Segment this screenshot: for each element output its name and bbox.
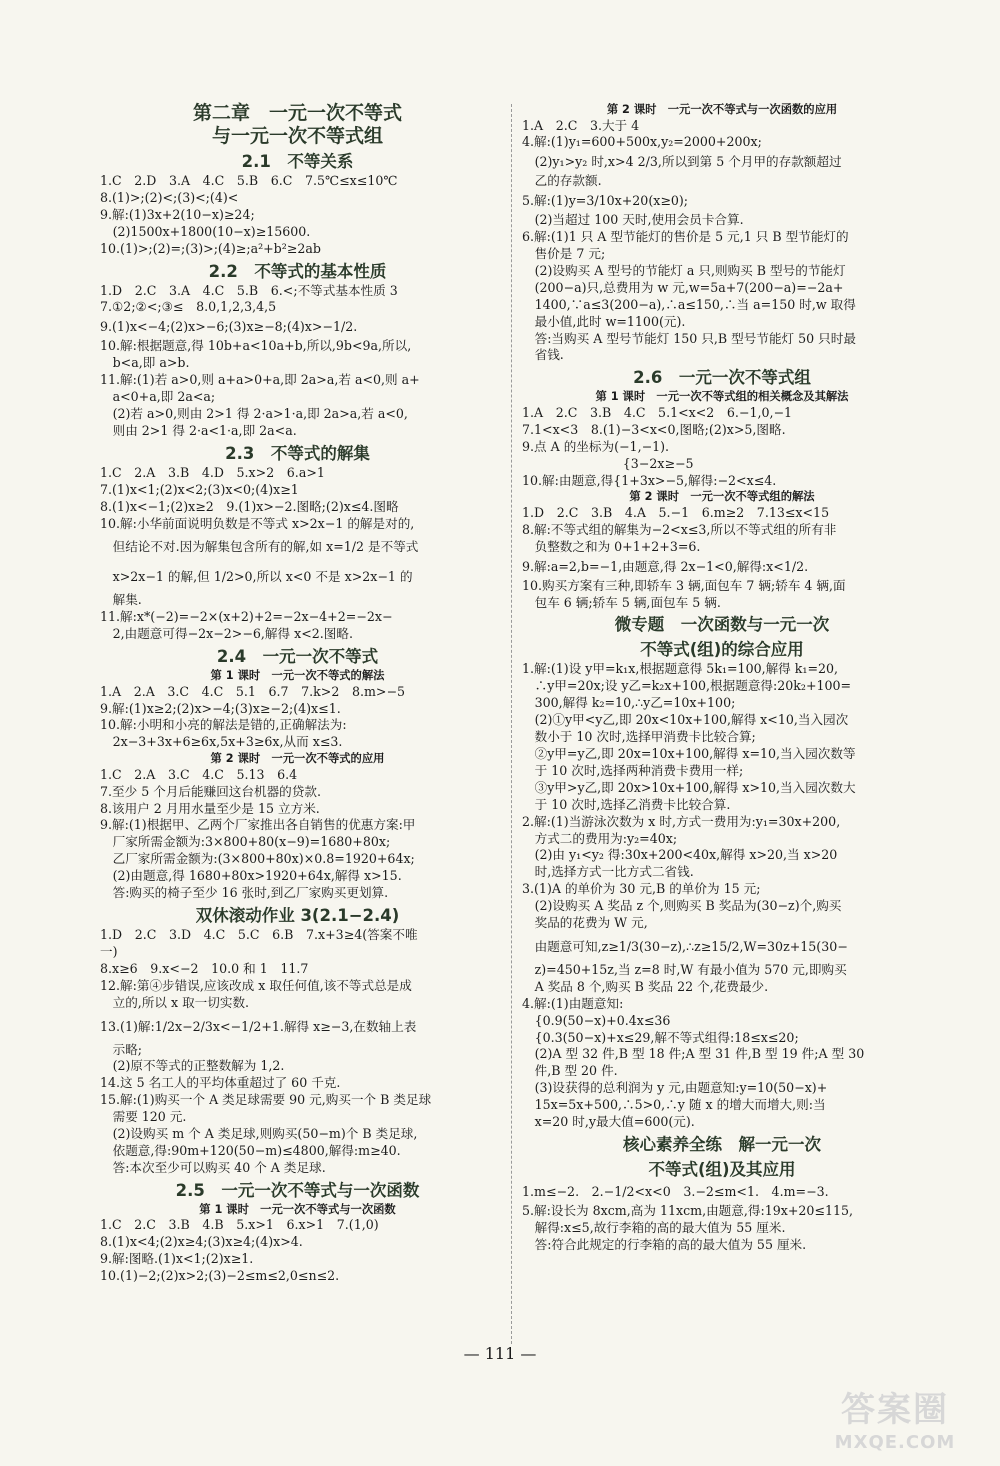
answer-line: 需要 120 元. [100, 1109, 187, 1125]
answer-line: {0.3(50−x)+x≤29,解不等式组得:18≤x≤20; [522, 1029, 799, 1045]
answer-line: 但结论不对.因为解集包含所有的解,如 x=1/2 是不等式 [100, 539, 419, 555]
watermark-url: MXQE.COM [834, 1432, 956, 1453]
answer-line: 1.m≤−2. 2.−1/2<x<0 3.−2≤m<1. 4.m=−3. [522, 1184, 829, 1199]
answer-line: (2)设购买 A 型号的节能灯 a 只,则购买 B 型号的节能灯 [522, 262, 846, 278]
section-heading: 不等式(组)及其应用 [648, 1160, 796, 1179]
answer-line: 12.解:第④步错误,应该改成 x 取任何值,该不等式总是成 [100, 977, 412, 993]
answer-line: 9.解:(1)3x+2(10−x)≥24; [100, 206, 255, 222]
answer-line: 1.A 2.A 3.C 4.C 5.1 6.7 7.k>2 8.m>−5 [100, 683, 406, 699]
answer-line: a<0+a,即 2a<a; [100, 389, 216, 405]
answer-line: 10.解:由题意,得{1+3x>−5,解得:−2<x≤4. [522, 472, 777, 488]
answer-line: ③y甲>y乙,即 20x>10x+100,解得 x>10,当入园次数大 [522, 779, 856, 795]
answer-line: (2)①y甲<y乙,即 20x<10x+100,解得 x<10,当入园次 [522, 712, 849, 728]
answer-line: 9.解:(1)根据甲、乙两个厂家推出各自销售的优惠方案:甲 [100, 817, 416, 833]
answer-line: 一) [100, 943, 118, 959]
answer-line: 7.①2;②<;③≤ 8.0,1,2,3,4,5 [100, 299, 277, 315]
answer-line: x=20 时,y最大值=600(元). [522, 1114, 695, 1130]
answer-line: 1400,∵a≤3(200−a),∴a≤150,∴当 a=150 时,w 取得 [522, 296, 856, 312]
answer-line: 答:符合此规定的行李箱的高的最大值为 55 厘米. [522, 1236, 807, 1252]
answer-line: 10.解:小明和小亮的解法是错的,正确解法为: [100, 717, 347, 733]
answer-line: (2)原不等式的正整数解为 1,2. [100, 1058, 285, 1074]
answer-line: (2)y₁>y₂ 时,x>4 2/3,所以到第 5 个月甲的存款额超过 [522, 154, 842, 170]
answer-line: (2)A 型 32 件,B 型 18 件;A 型 31 件,B 型 19 件;A 型 30 [522, 1046, 865, 1062]
answer-line: {3−2x≥−5 [522, 455, 694, 471]
answer-line: 4.解:(1)y₁=600+500x,y₂=2000+200x; [522, 134, 762, 150]
answer-line: (2)设购买 m 个 A 类足球,则购买(50−m)个 B 类足球, [100, 1126, 418, 1142]
answer-line: 1.C 2.A 3.B 4.D 5.x>2 6.a>1 [100, 464, 325, 480]
answer-line: 解集. [100, 592, 142, 608]
answer-line: 省钱. [522, 347, 564, 363]
answer-line: 乙厂家所需金额为:(3×800+80x)×0.8=1920+64x; [100, 851, 415, 867]
answer-line: (2)设购买 A 奖品 z 个,则购买 B 奖品为(30−z)个,购买 [522, 898, 842, 914]
answer-line: 依题意,得:90m+120(50−m)≤4800,解得:m≥40. [100, 1142, 401, 1158]
section-heading: 微专题 一次函数与一元一次 [614, 615, 830, 635]
answer-line: A 奖品 8 个,购买 B 奖品 22 个,花费最少. [522, 978, 769, 994]
answer-line: (3)设获得的总利润为 y 元,由题意知:y=10(50−x)+ [522, 1080, 828, 1096]
lesson-subheading: 第 2 课时 一元一次不等式的应用 [210, 752, 385, 766]
answer-line: 9.解:(1)x≥2;(2)x>−4;(3)x≥−2;(4)x≤1. [100, 700, 341, 716]
answer-line: 10.购买方案有三种,即轿车 3 辆,面包车 7 辆;轿车 4 辆,面 [522, 577, 846, 593]
answer-line: 1.A 2.C 3.大于 4 [522, 117, 640, 133]
lesson-subheading: 第 2 课时 一元一次不等式与一次函数的应用 [606, 103, 838, 116]
section-heading: 2.6 一元一次不等式组 [633, 368, 811, 388]
section-heading: 2.1 不等关系 [241, 152, 354, 171]
answer-line: ∴y甲=20x;设 y乙=k₂x+100,根据题意得:20k₂+100= [522, 678, 852, 694]
answer-line: 售价是 7 元; [522, 246, 606, 262]
page-number: — 111 — [463, 1344, 537, 1363]
answer-line: b<a,即 a>b. [100, 355, 190, 371]
answer-line: 6.解:(1)1 只 A 型节能灯的售价是 5 元,1 只 B 型节能灯的 [522, 229, 849, 245]
answer-line: (2)若 a>0,则由 2>1 得 2·a>1·a,即 2a>a,若 a<0, [100, 405, 408, 421]
answer-line: 11.解:x*(−2)=−2×(x+2)+2=−2x−4+2=−2x− [100, 609, 393, 625]
right-column [522, 102, 922, 1254]
answer-line: 9.解:a=2,b=−1,由题意,得 2x−1<0,解得:x<1/2. [522, 558, 809, 574]
answer-line: 方式二的费用为:y₂=40x; [522, 830, 678, 846]
answer-line: 8.x≥6 9.x<−2 10.0 和 1 11.7 [100, 960, 309, 976]
answer-line: 3.(1)A 的单价为 30 元,B 的单价为 15 元; [522, 881, 761, 897]
answer-line: 2x−3+3x+6≥6x,5x+3≥6x,从而 x≤3. [100, 734, 343, 750]
answer-line: 解得:x≤5,故行李箱的高的最大值为 55 厘米. [522, 1219, 786, 1235]
answer-line: 300,解得 k₂=10,∴y乙=10x+100; [522, 695, 736, 711]
answer-line: {0.9(50−x)+0.4x≤36 [522, 1012, 671, 1028]
column-divider [511, 104, 512, 1344]
lesson-subheading: 第 1 课时 一元一次不等式与一次函数 [199, 1202, 396, 1216]
answer-line: 10.解:小华前面说明负数是不等式 x>2x−1 的解是对的, [100, 515, 415, 531]
answer-line: 奖品的花费为 W 元, [522, 915, 648, 931]
answer-line: 于 10 次时,选择乙消费卡比较合算. [522, 796, 731, 812]
answer-line: 2.解:(1)当游泳次数为 x 时,方式一费用为:y₁=30x+200, [522, 813, 841, 829]
answer-line: 件,B 型 20 件. [522, 1063, 618, 1079]
answer-line: 负整数之和为 0+1+2+3=6. [522, 538, 701, 554]
answer-line: 示略; [100, 1041, 143, 1057]
answer-line: (200−a)只,总费用为 w 元,w=5a+7(200−a)=−2a+ [522, 279, 844, 295]
answer-line: 于 10 次时,选择两种消费卡费用一样; [522, 762, 744, 778]
answer-line: 7.(1)x<1;(2)x<2;(3)x<0;(4)x≥1 [100, 481, 299, 497]
answer-line: 10.(1)>;(2)=;(3)>;(4)≥;a²+b²≥2ab [100, 240, 321, 256]
answer-line: 8.该用户 2 月用水量至少是 15 立方米. [100, 800, 320, 816]
answer-line: 1.C 2.C 3.B 4.B 5.x>1 6.x>1 7.(1,0) [100, 1217, 379, 1233]
answer-line: 11.解:(1)若 a>0,则 a+a>0+a,即 2a>a,若 a<0,则 a+ [100, 372, 420, 388]
answer-line: 8.解:不等式组的解集为−2<x≤3,所以不等式组的所有非 [522, 521, 837, 537]
left-column [100, 102, 495, 1285]
answer-line: 答:当购买 A 型号节能灯 150 只,B 型号节能灯 50 只时最 [522, 330, 856, 346]
answer-line: 15x=5x+500,∴5>0,∴y 随 x 的增大而增大,则:当 [522, 1097, 826, 1113]
answer-line: 1.D 2.C 3.A 4.C 5.B 6.<;不等式基本性质 3 [100, 282, 398, 298]
watermark-logo-text: 答案圈 [841, 1390, 949, 1430]
answer-line: 则由 2>1 得 2·a<1·a,即 2a<a. [100, 422, 297, 438]
answer-line: (2)由题意,得 1680+80x>1920+64x,解得 x>15. [100, 868, 402, 884]
lesson-subheading: 第 1 课时 一元一次不等式组的相关概念及其解法 [595, 390, 849, 404]
answer-line: ②y甲=y乙,即 20x=10x+100,解得 x=10,当入园次数等 [522, 745, 856, 761]
answer-line: 8.(1)x<−1;(2)x≥2 9.(1)x>−2.图略;(2)x≤4.图略 [100, 498, 399, 514]
answer-line: 时,选择方式一比方式二省钱. [522, 864, 694, 880]
answer-line: (2)1500x+1800(10−x)≥15600. [100, 223, 311, 239]
chapter-title: 第二章 一元一次不等式 [192, 102, 402, 124]
section-heading: 双休滚动作业 3(2.1−2.4) [195, 906, 400, 925]
answer-line: 9.点 A 的坐标为(−1,−1). [522, 438, 670, 454]
section-heading: 不等式(组)的综合应用 [640, 640, 804, 660]
answer-line: 7.至少 5 个月后能赚回这台机器的贷款. [100, 783, 321, 799]
answer-line: 由题意可知,z≥1/3(30−z),∴z≥15/2,W=30z+15(30− [522, 938, 848, 954]
section-heading: 2.4 一元一次不等式 [216, 647, 379, 667]
section-heading: 2.2 不等式的基本性质 [208, 261, 387, 281]
answer-line: 1.D 2.C 3.D 4.C 5.C 6.B 7.x+3≥4(答案不唯 [100, 927, 418, 942]
answer-line: 5.解:(1)y=3/10x+20(x≥0); [522, 193, 689, 209]
answer-line: 5.解:设长为 8xcm,高为 11xcm,由题意,得:19x+20≤115, [522, 1203, 853, 1218]
answer-line: 8.(1)>;(2)<;(3)<;(4)< [100, 189, 239, 205]
answer-line: 9.(1)x<−4;(2)x>−6;(3)x≥−8;(4)x>−1/2. [100, 319, 358, 335]
answer-line: 答:购买的椅子至少 16 张时,到乙厂家购买更划算. [100, 885, 389, 901]
answer-line: x>2x−1 的解,但 1/2>0,所以 x<0 不是 x>2x−1 的 [100, 569, 413, 585]
answer-line: 8.(1)x<4;(2)x≥4;(3)x≥4;(4)x>4. [100, 1234, 303, 1250]
section-heading: 核心素养全练 解一元一次 [623, 1135, 821, 1154]
answer-line: 4.解:(1)由题意知: [522, 995, 624, 1011]
lesson-subheading: 第 2 课时 一元一次不等式组的解法 [629, 490, 815, 504]
answer-line: 1.解:(1)设 y甲=k₁x,根据题意得 5k₁=100,解得 k₁=20, [522, 661, 839, 677]
answer-line: z)=450+15z,当 z=8 时,W 有最小值为 570 元,即购买 [522, 961, 847, 977]
answer-line: 13.(1)解:1/2x−2/3x<−1/2+1.解得 x≥−3,在数轴上表 [100, 1018, 417, 1034]
answer-line: 包车 6 辆;轿车 5 辆,面包车 5 辆. [522, 594, 721, 610]
answer-line: 10.(1)−2;(2)x>2;(3)−2≤m≤2,0≤n≤2. [100, 1268, 340, 1283]
site-watermark-logo [800, 1388, 990, 1458]
answer-line: 数小于 10 次时,选择甲消费卡比较合算; [522, 729, 756, 745]
answer-line: 最小值,此时 w=1100(元). [522, 313, 686, 329]
section-heading: 2.5 一元一次不等式与一次函数 [175, 1180, 420, 1200]
answer-line: 15.解:(1)购买一个 A 类足球需要 90 元,购买一个 B 类足球 [100, 1092, 432, 1108]
answer-line: 答:本次至少可以购买 40 个 A 类足球. [100, 1159, 326, 1175]
answer-line: 9.解:图略.(1)x<1;(2)x≥1. [100, 1251, 254, 1267]
answer-line: 10.解:根据题意,得 10b+a<10a+b,所以,9b<9a,所以, [100, 338, 412, 354]
answer-line: 2,由题意可得−2x−2>−6,解得 x<2.图略. [100, 626, 353, 642]
answer-line: 1.D 2.C 3.B 4.A 5.−1 6.m≥2 7.13≤x<15 [522, 504, 830, 520]
answer-line: 1.C 2.A 3.C 4.C 5.13 6.4 [100, 766, 298, 782]
answer-line: 1.C 2.D 3.A 4.C 5.B 6.C 7.5℃≤x≤10℃ [100, 173, 398, 188]
answer-line: 7.1<x<3 8.(1)−3<x<0,图略;(2)x>5,图略. [522, 421, 786, 437]
answer-line: 立的,所以 x 取一切实数. [100, 994, 250, 1010]
section-heading: 2.3 不等式的解集 [225, 443, 370, 463]
chapter-title: 与一元一次不等式组 [211, 125, 383, 147]
answer-line: (2)当超过 100 天时,使用会员卡合算. [522, 212, 744, 228]
answer-line: (2)由 y₁<y₂ 得:30x+200<40x,解得 x>20,当 x>20 [522, 847, 838, 863]
answer-line: 乙的存款额. [522, 173, 602, 189]
answer-line: 1.A 2.C 3.B 4.C 5.1<x<2 6.−1,0,−1 [522, 404, 793, 420]
answer-line: 14.这 5 名工人的平均体重超过了 60 千克. [100, 1075, 341, 1091]
lesson-subheading: 第 1 课时 一元一次不等式的解法 [210, 669, 385, 683]
answer-line: 厂家所需金额为:3×800+80(x−9)=1680+80x; [100, 834, 391, 850]
